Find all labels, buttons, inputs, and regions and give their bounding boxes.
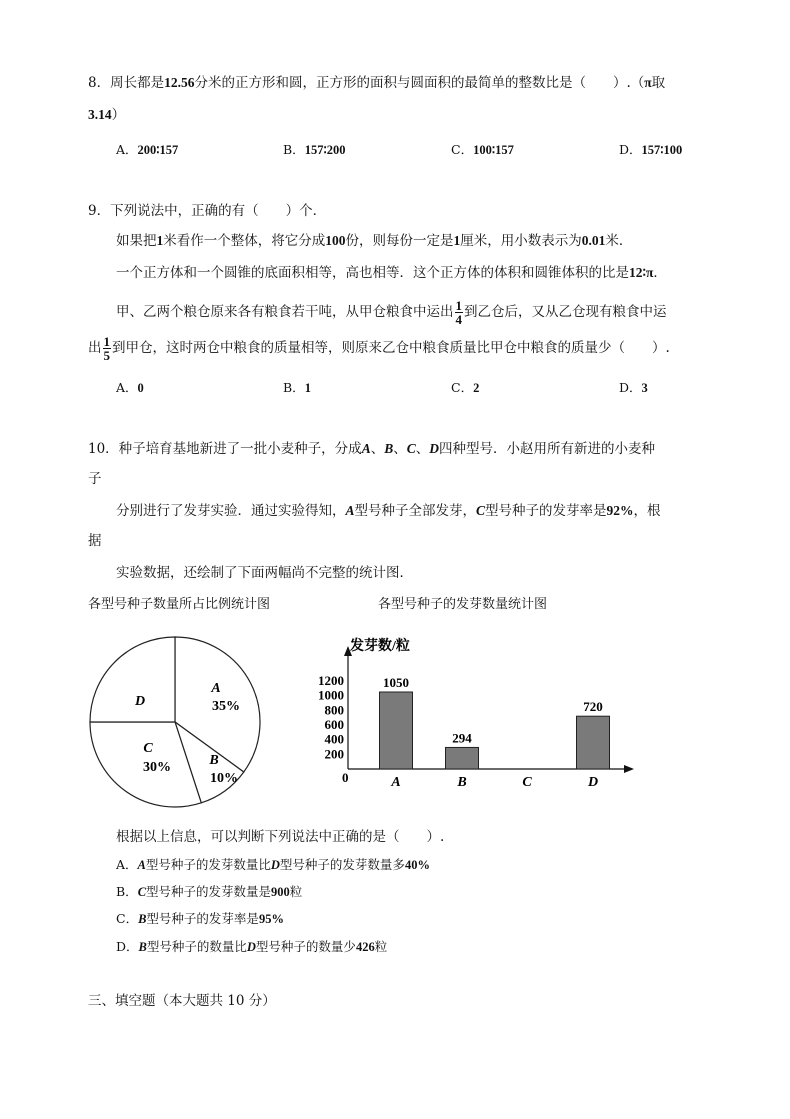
q10-option-a[interactable]	[116, 855, 430, 873]
option-letter: A．	[116, 142, 138, 157]
value: 100	[325, 233, 346, 248]
text: 子	[88, 471, 102, 487]
text: 10．种子培育基地新进了一批小麦种子，分成	[88, 441, 362, 457]
bar-value-label-d: 720	[583, 699, 603, 715]
value: 900	[271, 885, 290, 899]
text: 如果把	[116, 233, 157, 249]
bar-chart	[300, 630, 650, 800]
pie-label-a: A	[211, 681, 221, 696]
text: 型号种子全部发芽，	[354, 503, 477, 519]
option-letter: A．	[116, 380, 138, 395]
text: 型号种子的发芽率是	[146, 911, 259, 926]
y-tick-label: 1000	[318, 687, 344, 703]
value: 1	[156, 233, 164, 248]
value: 426	[355, 940, 375, 954]
y-tick-label: 400	[324, 731, 344, 747]
q8-line-1	[88, 74, 665, 92]
text: 实验数据，还绘制了下面两幅尚不完整的统计图．	[116, 565, 413, 581]
text: 米看作一个整体，将它分成	[163, 233, 326, 249]
q8-text: 取	[651, 75, 666, 91]
text: 据	[88, 533, 102, 549]
text: 到甲仓，这时两仓中粮食的质量相等，则原来乙仓中粮食质量比甲仓中粮食的质量少（ ）.	[112, 340, 670, 356]
option-text: 100∶157	[473, 143, 514, 157]
text: 型号种子的数量少	[255, 939, 356, 954]
option-letter: B．	[283, 142, 305, 157]
value: 1	[453, 233, 461, 248]
text: 米．	[605, 233, 633, 249]
text: 厘米，用小数表示为	[460, 233, 582, 249]
pie-label-c: C	[143, 741, 153, 756]
option-text: 1	[304, 381, 311, 395]
option-letter: C．	[451, 380, 474, 395]
text: 出	[88, 340, 102, 356]
q9-option-c[interactable]	[451, 378, 479, 396]
text: 四种型号．小赵用所有新进的小麦种	[438, 441, 655, 457]
q8-pi-value: 3.14	[88, 107, 112, 122]
text: 粒	[289, 884, 303, 899]
denominator: 5	[103, 348, 110, 363]
text: 型号种子的发芽数量多	[279, 857, 405, 872]
q10-option-c[interactable]	[116, 909, 284, 927]
var: B	[384, 441, 394, 456]
q8-option-c[interactable]	[451, 140, 514, 158]
value: 40%	[404, 858, 430, 872]
pie-chart-title: 各型号种子数量所占比例统计图	[88, 597, 271, 612]
pie-percent-c: 30%	[143, 760, 171, 775]
y-tick-label: 1200	[318, 673, 344, 688]
q9-statement-2	[116, 264, 667, 282]
q9-option-d[interactable]	[619, 378, 648, 396]
q10-option-d[interactable]	[116, 937, 387, 955]
q10-line-2	[88, 470, 102, 488]
bar-d	[577, 716, 610, 769]
pie-percent-b: 10%	[210, 771, 238, 786]
option-text: 3	[641, 381, 648, 395]
var: A	[361, 441, 371, 456]
q8-option-d[interactable]	[619, 140, 682, 158]
bar-value-label-b: 294	[452, 730, 472, 746]
value: 95%	[258, 912, 284, 926]
var: A	[345, 503, 355, 518]
section-heading-fill-in: 三、填空题（本大题共 10 分）	[88, 993, 276, 1009]
text: 型号种子的发芽数量比	[145, 857, 271, 872]
numerator: 1	[455, 298, 462, 313]
text: 到乙仓后，又从乙仓现有粮食中运	[464, 304, 667, 320]
origin-label: 0	[342, 770, 349, 785]
pie-percent-a: 35%	[212, 699, 240, 714]
q9-statement-3-cont	[88, 334, 670, 362]
y-tick-label: 200	[324, 746, 344, 762]
q9-option-b[interactable]	[283, 378, 311, 396]
var: D	[429, 441, 439, 456]
q10-line-5	[116, 564, 413, 582]
bar-a	[380, 692, 413, 769]
x-tick-label-d: D	[587, 775, 599, 790]
option-letter: D．	[619, 380, 642, 395]
var: D	[246, 940, 256, 954]
text: 、	[393, 441, 407, 457]
q8-line-2	[88, 106, 125, 124]
option-letter: C．	[116, 911, 139, 926]
q8-option-b[interactable]	[283, 140, 345, 158]
q10-option-b[interactable]	[116, 882, 302, 900]
text: 粒	[374, 939, 388, 954]
x-tick-label-b: B	[457, 775, 467, 790]
var: C	[137, 885, 147, 899]
q10-question: 根据以上信息，可以判断下列说法中正确的是（ ）.	[116, 829, 445, 845]
bar-b	[446, 747, 479, 769]
value: 12∶π	[629, 265, 654, 280]
var: C	[476, 503, 486, 518]
q8-text: ）	[111, 107, 126, 123]
q9-stem	[88, 202, 326, 220]
option-letter: A．	[116, 857, 138, 872]
x-tick-label-a: A	[391, 775, 401, 790]
text: 甲、乙两个粮仓原来各有粮食若干吨，从甲仓粮食中运出	[116, 304, 454, 320]
q9-stem-text: 9．下列说法中，正确的有（ ）个．	[88, 203, 327, 219]
text: 型号种子的发芽数量是	[146, 884, 272, 899]
x-tick-label-c: C	[522, 775, 532, 790]
bar-chart-title: 各型号种子的发芽数量统计图	[378, 597, 548, 612]
var: B	[138, 912, 147, 926]
option-text: 2	[473, 381, 480, 395]
q9-statement-1	[116, 232, 632, 250]
bar-value-label-a: 1050	[383, 675, 409, 690]
q10-line-1	[88, 440, 655, 458]
text: 分别进行了发芽实验．通过实验得知，	[116, 503, 346, 519]
text: 、	[370, 441, 385, 457]
value: 92%	[606, 503, 634, 518]
numerator: 1	[103, 334, 110, 349]
option-letter: D．	[116, 939, 139, 954]
var: B	[138, 940, 147, 954]
pie-label-d: D	[134, 694, 146, 709]
option-letter: D．	[619, 142, 642, 157]
option-text: 157∶200	[304, 143, 346, 157]
y-axis-label: 发芽数/粒	[350, 639, 410, 654]
x-axis-arrow	[624, 765, 634, 773]
option-text: 200∶157	[137, 143, 179, 157]
var: A	[137, 858, 146, 872]
text: 、	[415, 441, 430, 457]
q10-line-4	[88, 532, 102, 550]
y-tick-label: 600	[324, 717, 344, 732]
fraction-one-fifth	[103, 335, 112, 362]
pie-chart	[88, 630, 288, 810]
text: 份，则每份一定是	[345, 233, 454, 249]
text: 型号种子的数量比	[146, 939, 247, 954]
text: 一个正方体和一个圆锥的底面积相等，高也相等．这个正方体的体积和圆锥体积的比是	[116, 265, 629, 281]
q9-statement-3	[116, 298, 667, 326]
option-letter: C．	[451, 142, 474, 157]
q10-line-3	[116, 502, 661, 520]
q9-option-a[interactable]	[116, 378, 144, 396]
text: ，根	[633, 503, 661, 519]
q8-text: 8．周长都是	[88, 75, 165, 91]
var: D	[270, 858, 280, 872]
q8-value: 12.56	[164, 75, 195, 90]
option-text: 157∶100	[641, 143, 683, 157]
pie-slice-d	[90, 637, 175, 722]
pie-label-b: B	[209, 753, 219, 768]
option-letter: B．	[283, 380, 305, 395]
denominator: 4	[455, 312, 462, 327]
text: 型号种子的发芽率是	[485, 503, 607, 519]
var: C	[406, 441, 416, 456]
q8-text: 分米的正方形和圆，正方形的面积与圆面积的最简单的整数比是（ ）.（	[194, 75, 645, 91]
y-tick-label: 800	[324, 702, 344, 718]
value: 0.01	[581, 233, 606, 248]
q8-option-a[interactable]	[116, 140, 178, 158]
option-text: 0	[137, 381, 144, 395]
option-letter: B．	[116, 884, 138, 899]
fraction-one-quarter	[455, 299, 464, 326]
text: ．	[653, 265, 667, 281]
q8-pi: π	[644, 75, 652, 90]
